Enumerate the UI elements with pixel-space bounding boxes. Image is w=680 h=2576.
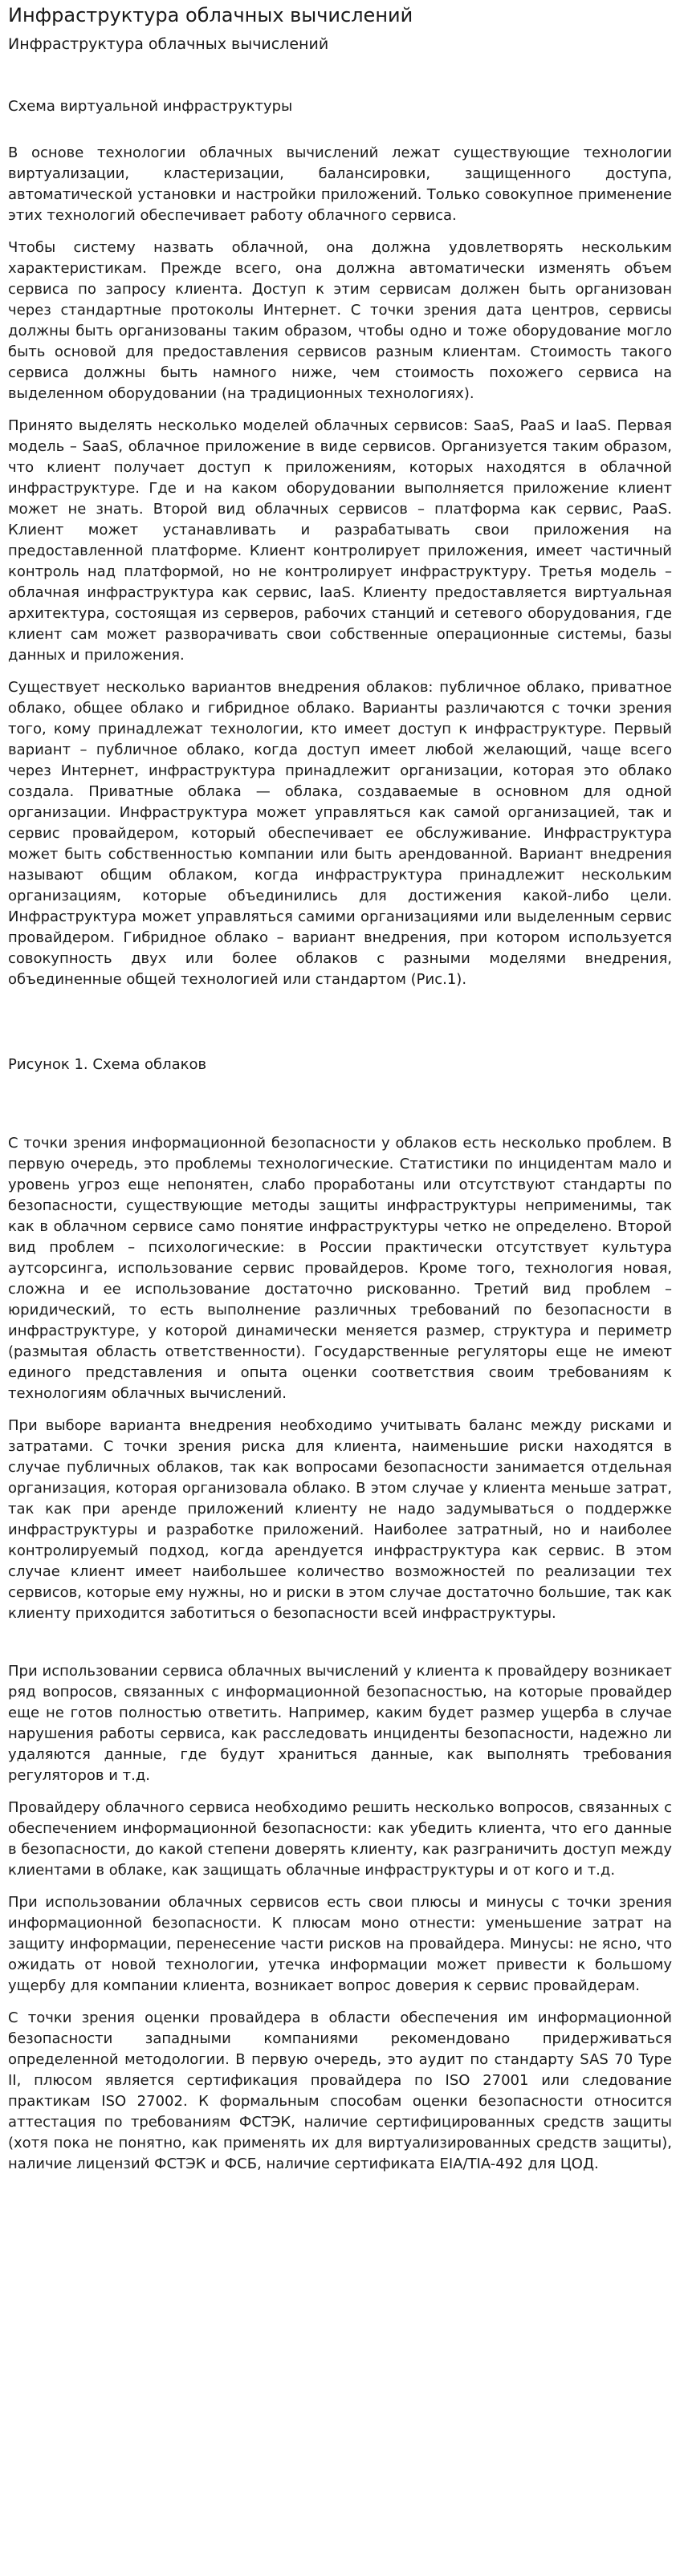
paragraph: В основе технологии облачных вычислений лежат существующие технологии виртуализации, кластеризации, балансировки, защищенного доступа, автоматической установки и настройки приложений. Только совокупное применение этих технологий обеспечивает работу облачного сервиса. — [8, 144, 672, 224]
paragraph: Принято выделять несколько моделей облачных сервисов: SaaS, PaaS и IaaS. Первая модель – SaaS, облачное приложение в виде сервисов. Организуется таким образом, что клиент получает доступ к приложениям, которых находятся в облачной инфраструктуре. Где и на каком оборудовании выполняется приложение клиент может не знать. Второй вид облачных сервисов – платформа как сервис, PaaS. Клиент может устанавливать и разрабатывать свои приложения на предоставленной платформе. Клиент контролирует приложения, имеет частичный контроль над платформой, но не контролирует инфраструктуру. Третья модель – облачная инфраструктура как сервис, IaaS. Клиенту предоставляется виртуальная архитектура, состоящая из серверов, рабочих станций и сетевого оборудования, где клиент сам может разворачивать свои собственные операционные системы, базы данных и приложения. — [8, 417, 672, 664]
document-page — [0, 3, 680, 2175]
page-subtitle: Инфраструктура облачных вычислений — [8, 35, 329, 53]
paragraph: С точки зрения информационной безопасности у облаков есть несколько проблем. В первую очередь, это проблемы технологические. Статистики по инцидентам мало и уровень угроз еще непонятен, слабо проработаны или отсутствуют стандарты по безопасности, существующие методы защиты инфраструктуры неприменимы, так как в облачном сервисе само понятие инфраструктуры четко не определено. Второй вид проблем – психологические: в России практически отсутствует культура аутсорсинга, использование сервис провайдеров. Кроме того, технология новая, сложна и ее использование достаточно рискованно. Третий вид проблем – юридический, то есть выполнение различных требований по безопасности в инфраструктуре, у которой динамически меняется размер, структура и периметр (размытая область ответственности). Государственные регуляторы еще не имеют единого представления и опыта оценки соответствия своим требованиям к технологиям облачных вычислений. — [8, 1135, 672, 1402]
paragraph: Существует несколько вариантов внедрения облаков: публичное облако, приватное облако, общее облако и гибридное облако. Варианты различаются с точки зрения того, кому принадлежат технологии, кто имеет доступ к инфраструктуре. Первый вариант – публичное облако, когда доступ имеет любой желающий, чаще всего через Интернет, инфраструктура принадлежит организации, которая это облако создала. Приватные облака — облака, создаваемые в основном для одной организации. Инфраструктура может управляться как самой организацией, так и сервис провайдером, который обеспечивает ее обслуживание. Инфраструктура может быть собственностью компании или быть арендованной. Вариант внедрения называют общим облаком, когда инфраструктура принадлежит нескольким организациям, которые объединились для достижения какой-либо цели. Инфраструктура может управляться самими организациями или выделенным сервис провайдером. Гибридное облако – вариант внедрения, при котором используется совокупность двух или более облаков с разными моделями внедрения, объединенные общей технологией или стандартом (Рис.1). — [8, 679, 672, 988]
paragraph: Провайдеру облачного сервиса необходимо решить несколько вопросов, связанных с обеспечением информационной безопасности: как убедить клиента, что его данные в безопасности, до какой степени доверять клиенту, как разграничить доступ между клиентами в облаке, как защищать облачные инфраструктуры и от кого и т.д. — [8, 1799, 672, 1879]
section-heading: Схема виртуальной инфраструктуры — [8, 98, 293, 115]
paragraph: Чтобы систему назвать облачной, она должна удовлетворять нескольким характеристикам. Прежде всего, она должна автоматически изменять объем сервиса по запросу клиента. Доступ к этим сервисам должен быть организован через стандартные протоколы Интернет. С точки зрения дата центров, сервисы должны быть организованы таким образом, чтобы одно и тоже оборудование могло быть основой для предоставления сервисов разным клиентам. Стоимость такого сервиса должны быть намного ниже, чем стоимость похожего сервиса на выделенном оборудовании (на традиционных технологиях). — [8, 239, 672, 402]
paragraph: При использовании облачных сервисов есть свои плюсы и минусы с точки зрения информационной безопасности. К плюсам моно отнести: уменьшение затрат на защиту информации, перенесение части рисков на провайдера. Минусы: не ясно, что ожидать от новой технологии, утечка информации может привести к большому ущербу для компании клиента, возникает вопрос доверия к сервис провайдерам. — [8, 1894, 672, 1994]
paragraph: При выборе варианта внедрения необходимо учитывать баланс между рисками и затратами. С точки зрения риска для клиента, наименьшие риски находятся в случае публичных облаков, так как вопросами безопасности занимается отдельная организация, которая организовала облако. В этом случае у клиента меньше затрат, так как при аренде приложений клиенту не надо задумываться о поддержке инфраструктуры и разработке приложений. Наиболее затратный, но и наиболее контролируемый подход, когда арендуется инфраструктура как сервис. В этом случае клиент имеет наибольшее количество возможностей по реализации тех сервисов, которые ему нужны, но и риски в этом случае достаточно большие, так как клиенту приходится заботиться о безопасности всей инфраструктуры. — [8, 1417, 672, 1622]
figure-caption: Рисунок 1. Схема облаков — [8, 1056, 207, 1073]
paragraph: С точки зрения оценки провайдера в области обеспечения им информационной безопасности западными компаниями рекомендовано придерживаться определенной методологии. В первую очередь, это аудит по стандарту SAS 70 Type II, плюсом является сертификация провайдера по ISO 27001 или следование практикам ISO 27002. К формальным способам оценки безопасности относится аттестация по требованиям ФСТЭК, наличие сертифицированных средств защиты (хотя пока не понятно, как применять их для виртуализированных средств защиты), наличие лицензий ФСТЭК и ФСБ, наличие сертификата EIA/TIA-492 для ЦОД. — [8, 2009, 672, 2172]
page-title: Инфраструктура облачных вычислений — [8, 4, 413, 26]
paragraph: При использовании сервиса облачных вычислений у клиента к провайдеру возникает ряд вопросов, связанных с информационной безопасностью, на которые провайдер еще не готов полностью ответить. Например, каким будет размер ущерба в случае нарушения работы сервиса, как расследовать инциденты безопасности, надежно ли удаляются данные, где будут храниться данные, как выполнять требования регуляторов и т.д. — [8, 1663, 672, 1784]
